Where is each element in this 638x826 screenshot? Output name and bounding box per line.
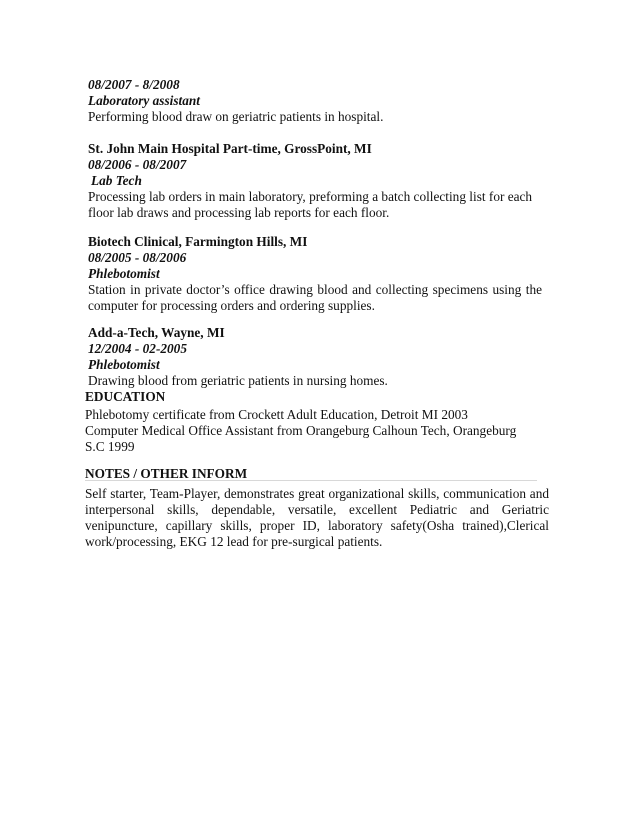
job-date: 08/2006 - 08/2007: [88, 157, 187, 172]
job-date: 12/2004 - 02-2005: [88, 341, 187, 356]
job-description: Processing lab orders in main laboratory, preforming a batch collecting list for each floor lab draws and processing lab reports for each floor.: [88, 189, 533, 220]
education-item: Phlebotomy certificate from Crockett Adult Education, Detroit MI 2003: [85, 407, 468, 422]
job-role: Lab Tech: [91, 173, 142, 188]
job-role: Laboratory assistant: [88, 93, 200, 108]
job-employer: Biotech Clinical, Farmington Hills, MI: [88, 234, 308, 249]
job-date: 08/2005 - 08/2006: [88, 250, 187, 265]
section-divider: [85, 480, 537, 481]
job-description: Performing blood draw on geriatric patients in hospital.: [88, 109, 384, 124]
job-employer: Add-a-Tech, Wayne, MI: [88, 325, 225, 340]
job-role: Phlebotomist: [88, 266, 160, 281]
job-description: Station in private doctor’s office drawing blood and collecting specimens using the computer for processing orders and ordering supplies.: [88, 282, 542, 313]
notes-heading: NOTES / OTHER INFORM: [85, 466, 248, 481]
job-entry-laboratory-assistant: [88, 77, 542, 125]
job-entry-biotech-clinical: [88, 234, 542, 314]
job-role: Phlebotomist: [88, 357, 160, 372]
education-item: Computer Medical Office Assistant from Orangeburg Calhoun Tech, Orangeburg S.C 1999: [85, 423, 517, 454]
job-employer: St. John Main Hospital Part-time, GrossPoint, MI: [88, 141, 372, 156]
education-heading: EDUCATION: [85, 389, 166, 404]
job-date: 08/2007 - 8/2008: [88, 77, 180, 92]
job-entry-add-a-tech: [88, 325, 542, 389]
notes-text: Self starter, Team-Player, demonstrates great organizational skills, communication and interpersonal skills, dependable, versatile, excellent Pediatric and Geriatric venipuncture, capillary skills, proper ID, laboratory safety(Osha trained),Clerical work/processing, EKG 12 lead for pre-surgical patients.: [85, 486, 549, 549]
job-entry-st-john: [88, 141, 542, 221]
job-description: Drawing blood from geriatric patients in nursing homes.: [88, 373, 388, 388]
